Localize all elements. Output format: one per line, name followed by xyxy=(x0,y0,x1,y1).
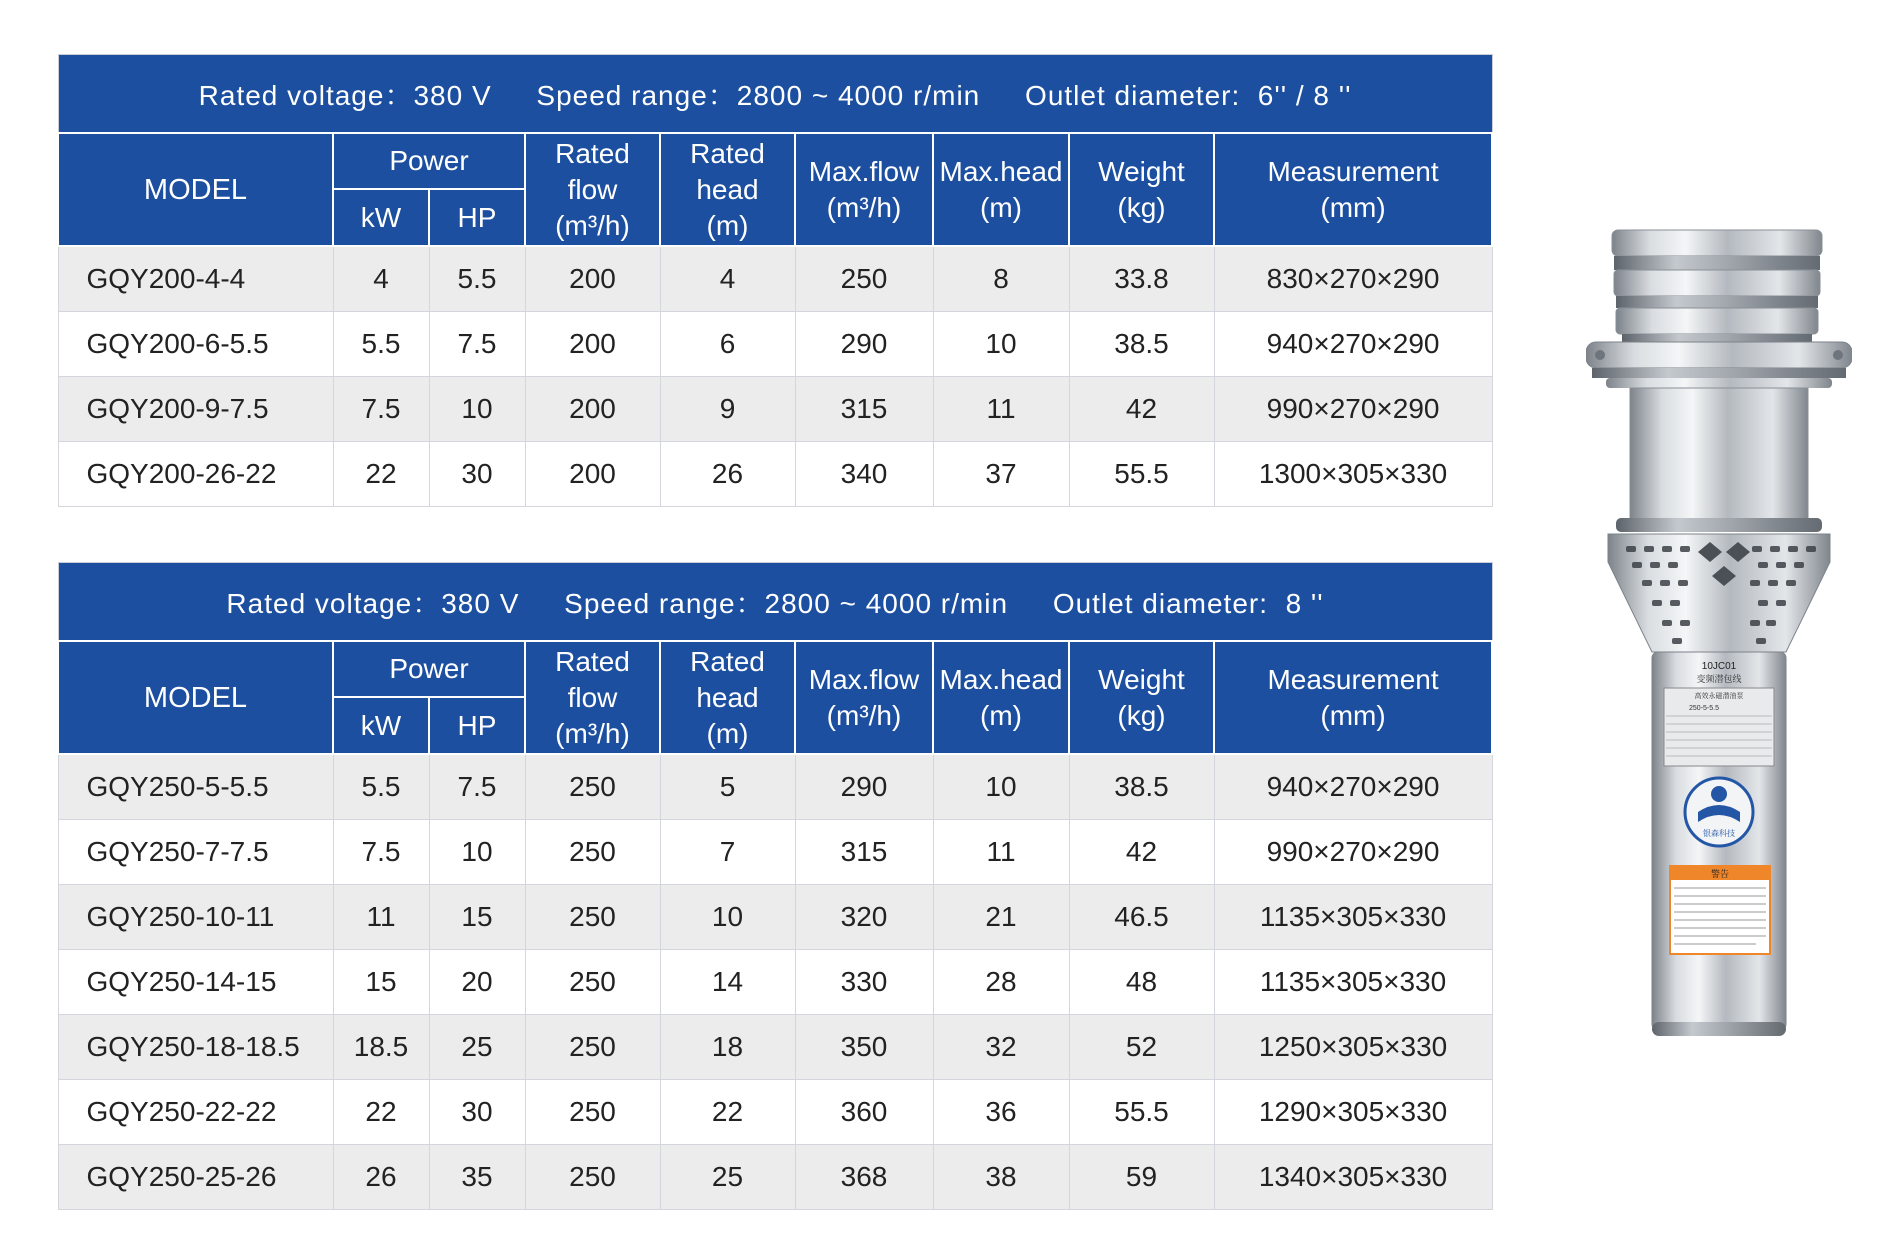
cell-weight: 55.5 xyxy=(1069,1080,1214,1145)
header-line: (m) xyxy=(980,191,1022,223)
cell-max-head: 11 xyxy=(933,377,1069,442)
banner-cell xyxy=(58,55,1492,134)
header-line: (m³/h) xyxy=(555,209,630,241)
header-rated-head xyxy=(660,641,795,754)
banner-cell xyxy=(58,563,1492,642)
cell-max-flow: 340 xyxy=(795,442,933,507)
cell-measurement: 1135×305×330 xyxy=(1214,885,1492,950)
header-power: Power xyxy=(333,641,525,697)
cell-rated-flow: 250 xyxy=(525,1145,660,1210)
cell-hp: 7.5 xyxy=(429,312,525,377)
cell-rated-head: 5 xyxy=(660,754,795,820)
cell-model: GQY250-22-22 xyxy=(58,1080,333,1145)
label-line2: 变频潜包线 xyxy=(1696,675,1742,685)
cell-weight: 42 xyxy=(1069,377,1214,442)
cell-measurement: 1340×305×330 xyxy=(1214,1145,1492,1210)
cell-rated-head: 9 xyxy=(660,377,795,442)
header-line: Max.flow xyxy=(808,663,920,695)
cell-max-flow: 350 xyxy=(795,1015,933,1080)
table-body xyxy=(58,246,1492,507)
table-body xyxy=(58,754,1492,1210)
cell-model: GQY250-14-15 xyxy=(58,950,333,1015)
header-line: flow xyxy=(567,681,618,713)
table-banner xyxy=(58,55,1492,134)
header-line: head xyxy=(696,173,759,205)
table-row xyxy=(58,820,1492,885)
cell-measurement: 940×270×290 xyxy=(1214,312,1492,377)
cell-rated-flow: 200 xyxy=(525,442,660,507)
cell-hp: 15 xyxy=(429,885,525,950)
cell-max-head: 38 xyxy=(933,1145,1069,1210)
cell-kw: 11 xyxy=(333,885,429,950)
cell-rated-head: 18 xyxy=(660,1015,795,1080)
spec-table-gqy200 xyxy=(57,54,1493,507)
cell-weight: 38.5 xyxy=(1069,754,1214,820)
cell-model: GQY250-10-11 xyxy=(58,885,333,950)
plate-model: 250-5-5.5 xyxy=(1689,705,1719,712)
cell-max-flow: 315 xyxy=(795,820,933,885)
header-line: (m³/h) xyxy=(826,191,902,223)
header-rated-flow xyxy=(525,641,660,754)
cell-kw: 5.5 xyxy=(333,754,429,820)
header-line: Measurement xyxy=(1267,155,1439,187)
cell-rated-head: 6 xyxy=(660,312,795,377)
cell-kw: 7.5 xyxy=(333,377,429,442)
warning-title: 警告 xyxy=(1710,870,1730,880)
cell-max-head: 8 xyxy=(933,246,1069,312)
cell-hp: 25 xyxy=(429,1015,525,1080)
header-measurement xyxy=(1214,133,1492,246)
plate-title: 高效永磁潜油泵 xyxy=(1694,692,1744,700)
header-max-flow xyxy=(795,133,933,246)
cell-weight: 52 xyxy=(1069,1015,1214,1080)
header-line: Weight xyxy=(1098,663,1185,695)
cell-hp: 30 xyxy=(429,442,525,507)
header-max-head xyxy=(933,133,1069,246)
table-row xyxy=(58,246,1492,312)
cell-kw: 15 xyxy=(333,950,429,1015)
cell-weight: 48 xyxy=(1069,950,1214,1015)
cell-rated-flow: 250 xyxy=(525,1080,660,1145)
cell-model: GQY200-9-7.5 xyxy=(58,377,333,442)
brand-name: 银森科技 xyxy=(1703,829,1735,838)
spec-table-gqy250 xyxy=(57,562,1493,1210)
brand-logo xyxy=(1685,778,1753,846)
pump-flange xyxy=(1586,342,1852,388)
cell-hp: 10 xyxy=(429,820,525,885)
cell-rated-head: 14 xyxy=(660,950,795,1015)
cell-weight: 38.5 xyxy=(1069,312,1214,377)
speed-range: Speed range：2800 ~ 4000 r/min xyxy=(564,587,1009,619)
cell-rated-flow: 250 xyxy=(525,950,660,1015)
pump-column xyxy=(1616,388,1822,532)
table-banner xyxy=(58,563,1492,642)
cell-max-flow: 320 xyxy=(795,885,933,950)
speed-range: Speed range：2800 ~ 4000 r/min xyxy=(536,79,981,111)
cell-max-head: 11 xyxy=(933,820,1069,885)
cell-measurement: 990×270×290 xyxy=(1214,377,1492,442)
outlet-diameter: Outlet diameter: 8 '' xyxy=(1052,587,1324,619)
cell-rated-flow: 200 xyxy=(525,377,660,442)
header-rated-flow xyxy=(525,133,660,246)
cell-measurement: 990×270×290 xyxy=(1214,820,1492,885)
cell-rated-head: 26 xyxy=(660,442,795,507)
header-hp: HP xyxy=(429,697,525,754)
cell-model: GQY200-26-22 xyxy=(58,442,333,507)
cell-max-head: 21 xyxy=(933,885,1069,950)
cell-max-flow: 368 xyxy=(795,1145,933,1210)
cell-rated-flow: 200 xyxy=(525,312,660,377)
header-model: MODEL xyxy=(58,133,333,246)
header-rated-head xyxy=(660,133,795,246)
cell-weight: 46.5 xyxy=(1069,885,1214,950)
cell-measurement: 940×270×290 xyxy=(1214,754,1492,820)
table-row xyxy=(58,1080,1492,1145)
cell-max-head: 32 xyxy=(933,1015,1069,1080)
table-row xyxy=(58,377,1492,442)
table-row xyxy=(58,1145,1492,1210)
cell-measurement: 1300×305×330 xyxy=(1214,442,1492,507)
cell-measurement: 1290×305×330 xyxy=(1214,1080,1492,1145)
cell-hp: 7.5 xyxy=(429,754,525,820)
cell-max-head: 28 xyxy=(933,950,1069,1015)
cell-model: GQY200-4-4 xyxy=(58,246,333,312)
header-line: (m) xyxy=(706,209,749,241)
header-line: (m) xyxy=(706,717,749,749)
cell-max-head: 36 xyxy=(933,1080,1069,1145)
cell-kw: 5.5 xyxy=(333,312,429,377)
header-line: Rated xyxy=(690,137,765,169)
rated-voltage: Rated voltage：380 V xyxy=(198,79,492,111)
table-row xyxy=(58,885,1492,950)
cell-kw: 18.5 xyxy=(333,1015,429,1080)
cell-weight: 59 xyxy=(1069,1145,1214,1210)
cell-max-flow: 330 xyxy=(795,950,933,1015)
cell-max-flow: 360 xyxy=(795,1080,933,1145)
warning-label xyxy=(1670,866,1770,954)
label-code: 10JC01 xyxy=(1701,661,1737,672)
cell-measurement: 1135×305×330 xyxy=(1214,950,1492,1015)
header-kw: kW xyxy=(333,189,429,246)
cell-kw: 7.5 xyxy=(333,820,429,885)
cell-kw: 26 xyxy=(333,1145,429,1210)
table-row xyxy=(58,312,1492,377)
cell-kw: 22 xyxy=(333,442,429,507)
cell-hp: 10 xyxy=(429,377,525,442)
header-measurement xyxy=(1214,641,1492,754)
header-weight xyxy=(1069,641,1214,754)
cell-rated-head: 25 xyxy=(660,1145,795,1210)
cell-max-head: 10 xyxy=(933,754,1069,820)
table-row xyxy=(58,1015,1492,1080)
header-line: (m³/h) xyxy=(826,699,902,731)
cell-kw: 4 xyxy=(333,246,429,312)
header-line: Max.head xyxy=(939,155,1063,187)
cell-model: GQY250-5-5.5 xyxy=(58,754,333,820)
cell-rated-head: 22 xyxy=(660,1080,795,1145)
header-line: Rated xyxy=(555,137,630,169)
cell-weight: 33.8 xyxy=(1069,246,1214,312)
cell-rated-flow: 200 xyxy=(525,246,660,312)
cell-hp: 30 xyxy=(429,1080,525,1145)
rated-voltage: Rated voltage：380 V xyxy=(226,587,520,619)
cell-max-head: 37 xyxy=(933,442,1069,507)
header-line: Rated xyxy=(555,645,630,677)
cell-kw: 22 xyxy=(333,1080,429,1145)
header-power: Power xyxy=(333,133,525,189)
header-line: (kg) xyxy=(1117,699,1166,731)
cell-rated-flow: 250 xyxy=(525,754,660,820)
cell-rated-flow: 250 xyxy=(525,885,660,950)
header-line: Rated xyxy=(690,645,765,677)
cell-measurement: 1250×305×330 xyxy=(1214,1015,1492,1080)
cell-rated-head: 4 xyxy=(660,246,795,312)
cell-max-flow: 290 xyxy=(795,312,933,377)
cell-max-flow: 315 xyxy=(795,377,933,442)
pump-intake-screen xyxy=(1608,534,1830,652)
cell-weight: 42 xyxy=(1069,820,1214,885)
cell-hp: 5.5 xyxy=(429,246,525,312)
table-row xyxy=(58,754,1492,820)
cell-hp: 20 xyxy=(429,950,525,1015)
header-line: Measurement xyxy=(1267,663,1439,695)
cell-rated-flow: 250 xyxy=(525,820,660,885)
header-row xyxy=(58,133,1492,189)
cell-weight: 55.5 xyxy=(1069,442,1214,507)
header-line: Max.flow xyxy=(808,155,920,187)
cell-hp: 35 xyxy=(429,1145,525,1210)
header-line: flow xyxy=(567,173,618,205)
header-line: (m) xyxy=(980,699,1022,731)
header-line: Max.head xyxy=(939,663,1063,695)
table-row xyxy=(58,950,1492,1015)
cell-max-head: 10 xyxy=(933,312,1069,377)
cell-model: GQY250-25-26 xyxy=(58,1145,333,1210)
header-model: MODEL xyxy=(58,641,333,754)
header-kw: kW xyxy=(333,697,429,754)
cell-model: GQY250-18-18.5 xyxy=(58,1015,333,1080)
cell-model: GQY200-6-5.5 xyxy=(58,312,333,377)
header-max-head xyxy=(933,641,1069,754)
header-line: Weight xyxy=(1098,155,1185,187)
cell-model: GQY250-7-7.5 xyxy=(58,820,333,885)
outlet-diameter: Outlet diameter: 6'' / 8 '' xyxy=(1025,79,1352,111)
header-line: head xyxy=(696,681,759,713)
header-line: (kg) xyxy=(1117,191,1166,223)
header-hp: HP xyxy=(429,189,525,246)
cell-max-flow: 250 xyxy=(795,246,933,312)
header-weight xyxy=(1069,133,1214,246)
header-line: (mm) xyxy=(1320,699,1386,731)
cell-measurement: 830×270×290 xyxy=(1214,246,1492,312)
header-max-flow xyxy=(795,641,933,754)
pump-head xyxy=(1612,230,1822,342)
cell-rated-head: 10 xyxy=(660,885,795,950)
cell-rated-flow: 250 xyxy=(525,1015,660,1080)
submersible-pump-image xyxy=(1586,222,1852,1042)
table-row xyxy=(58,442,1492,507)
cell-max-flow: 290 xyxy=(795,754,933,820)
header-line: (mm) xyxy=(1320,191,1386,223)
header-line: (m³/h) xyxy=(555,717,630,749)
cell-rated-head: 7 xyxy=(660,820,795,885)
header-row xyxy=(58,641,1492,697)
